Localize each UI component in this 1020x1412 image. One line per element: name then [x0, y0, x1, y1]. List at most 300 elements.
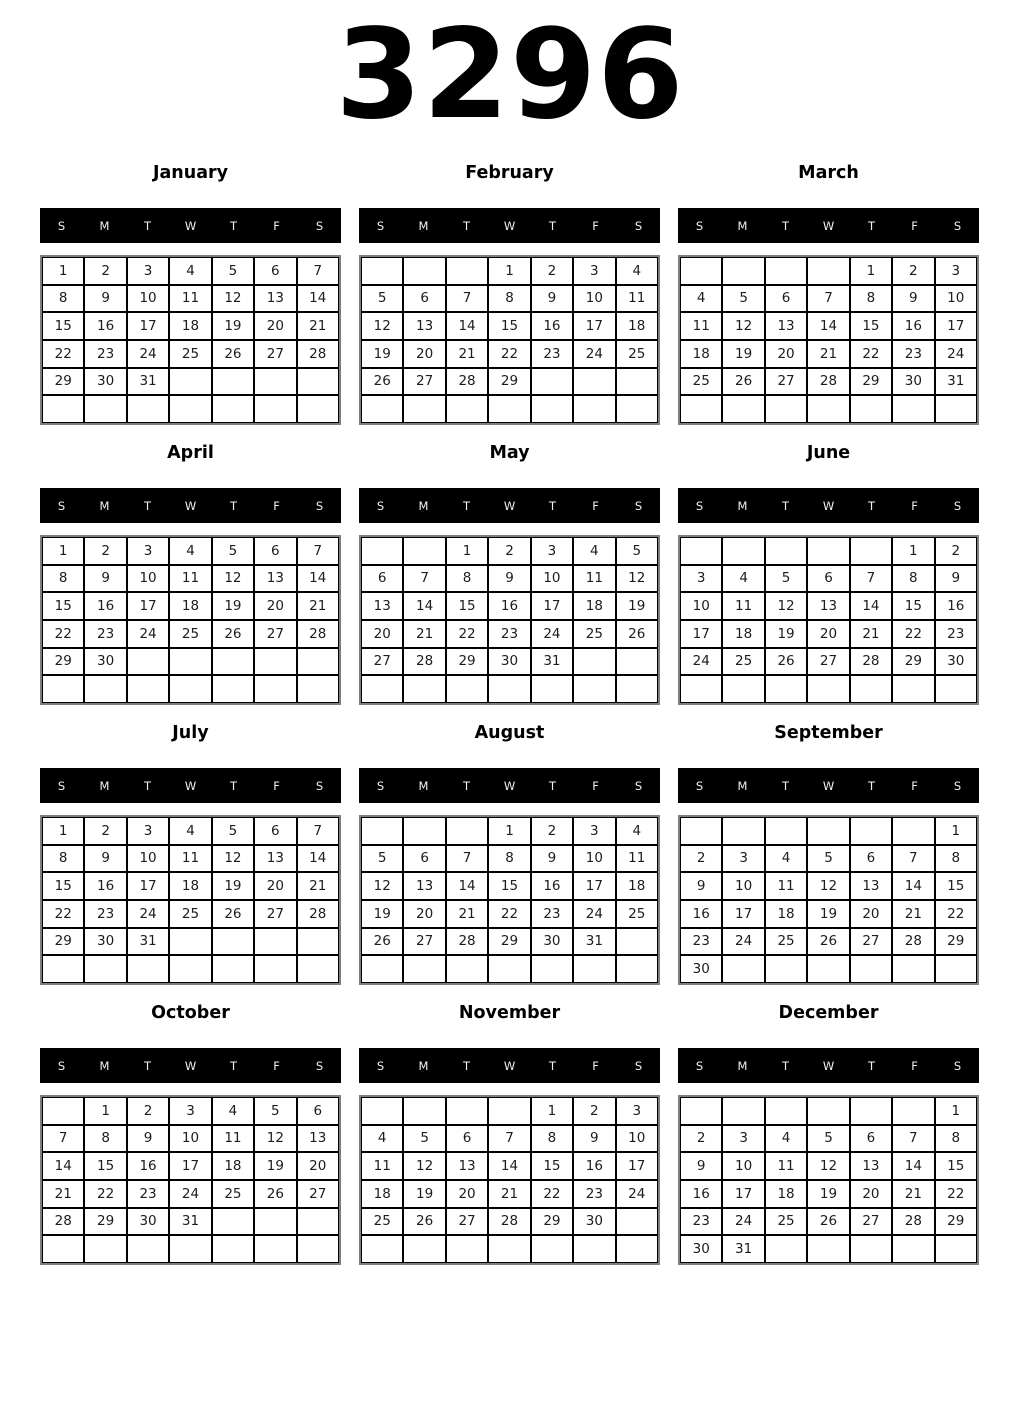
day-cell: 6: [254, 817, 296, 845]
day-cell: 6: [807, 565, 849, 593]
day-cell: 29: [42, 928, 84, 956]
day-cell: 7: [403, 565, 445, 593]
day-cell: 12: [807, 1152, 849, 1180]
day-cell: 13: [254, 285, 296, 313]
empty-cell: [254, 1208, 296, 1236]
day-cell: 6: [850, 845, 892, 873]
empty-cell: [297, 928, 339, 956]
weekday-label: W: [822, 218, 835, 233]
month-december: [678, 1004, 979, 1265]
day-cell: 10: [531, 565, 573, 593]
day-cell: 7: [297, 257, 339, 285]
weekday-label: M: [418, 498, 429, 513]
day-cell: 24: [169, 1180, 211, 1208]
month-title: April: [167, 443, 214, 463]
empty-cell: [807, 817, 849, 845]
day-cell: 24: [722, 1208, 764, 1236]
day-cell: 16: [84, 312, 126, 340]
day-cell: 10: [616, 1125, 658, 1153]
empty-cell: [807, 675, 849, 703]
month-grid: [40, 535, 341, 705]
weekday-label: S: [376, 498, 385, 513]
month-october: [40, 1004, 341, 1265]
day-cell: 2: [84, 257, 126, 285]
empty-cell: [807, 1097, 849, 1125]
day-cell: 8: [935, 1125, 977, 1153]
empty-cell: [361, 395, 403, 423]
empty-cell: [488, 1235, 530, 1263]
day-cell: 25: [212, 1180, 254, 1208]
day-cell: 1: [84, 1097, 126, 1125]
day-cell: 11: [212, 1125, 254, 1153]
day-cell: 5: [722, 285, 764, 313]
day-cell: 3: [531, 537, 573, 565]
day-cell: 4: [169, 257, 211, 285]
empty-cell: [169, 955, 211, 983]
day-cell: 19: [212, 872, 254, 900]
day-cell: 11: [765, 1152, 807, 1180]
weekday-label: M: [99, 498, 110, 513]
empty-cell: [84, 675, 126, 703]
weekday-label: S: [315, 498, 324, 513]
day-cell: 16: [84, 592, 126, 620]
day-cell: 4: [169, 817, 211, 845]
empty-cell: [680, 257, 722, 285]
day-cell: 23: [680, 1208, 722, 1236]
day-cell: 17: [935, 312, 977, 340]
empty-cell: [169, 395, 211, 423]
empty-cell: [765, 675, 807, 703]
day-cell: 29: [531, 1208, 573, 1236]
weekday-label: S: [376, 1058, 385, 1073]
weekday-header-row: [40, 768, 341, 803]
weekday-label: F: [911, 498, 918, 513]
weekday-label: T: [143, 1058, 152, 1073]
day-cell: 29: [488, 368, 530, 396]
weekday-label: T: [548, 498, 557, 513]
day-cell: 28: [446, 368, 488, 396]
weekday-label: M: [737, 778, 748, 793]
empty-cell: [403, 955, 445, 983]
empty-cell: [254, 395, 296, 423]
day-cell: 22: [531, 1180, 573, 1208]
day-cell: 25: [616, 900, 658, 928]
day-cell: 23: [84, 900, 126, 928]
day-cell: 5: [807, 845, 849, 873]
weekday-label: T: [143, 218, 152, 233]
day-cell: 10: [169, 1125, 211, 1153]
empty-cell: [42, 675, 84, 703]
day-cell: 30: [680, 1235, 722, 1263]
day-cell: 6: [850, 1125, 892, 1153]
empty-cell: [212, 648, 254, 676]
empty-cell: [446, 817, 488, 845]
day-cell: 9: [127, 1125, 169, 1153]
day-cell: 3: [935, 257, 977, 285]
day-cell: 20: [850, 900, 892, 928]
weekday-label: S: [953, 1058, 962, 1073]
day-cell: 26: [722, 368, 764, 396]
day-cell: 21: [446, 900, 488, 928]
weekday-label: S: [315, 778, 324, 793]
day-cell: 11: [680, 312, 722, 340]
empty-cell: [169, 1235, 211, 1263]
day-cell: 27: [254, 900, 296, 928]
weekday-label: W: [184, 1058, 197, 1073]
weekday-label: S: [634, 218, 643, 233]
weekday-label: M: [737, 498, 748, 513]
day-cell: 9: [84, 285, 126, 313]
weekday-header-row: [678, 488, 979, 523]
day-cell: 22: [850, 340, 892, 368]
day-cell: 24: [722, 928, 764, 956]
day-cell: 12: [765, 592, 807, 620]
day-cell: 2: [84, 537, 126, 565]
empty-cell: [297, 675, 339, 703]
day-cell: 24: [935, 340, 977, 368]
day-cell: 22: [42, 340, 84, 368]
weekday-label: S: [695, 218, 704, 233]
month-june: [678, 444, 979, 705]
day-cell: 7: [446, 845, 488, 873]
day-cell: 10: [935, 285, 977, 313]
day-cell: 15: [488, 312, 530, 340]
calendar-grid: [0, 164, 1020, 1265]
empty-cell: [254, 368, 296, 396]
weekday-label: M: [418, 218, 429, 233]
day-cell: 13: [850, 1152, 892, 1180]
day-cell: 25: [169, 340, 211, 368]
day-cell: 15: [935, 1152, 977, 1180]
empty-cell: [446, 257, 488, 285]
day-cell: 19: [361, 340, 403, 368]
day-cell: 10: [722, 1152, 764, 1180]
empty-cell: [850, 675, 892, 703]
weekday-label: S: [695, 1058, 704, 1073]
weekday-label: W: [184, 218, 197, 233]
day-cell: 28: [297, 900, 339, 928]
day-cell: 13: [403, 312, 445, 340]
empty-cell: [212, 928, 254, 956]
empty-cell: [169, 928, 211, 956]
empty-cell: [297, 1208, 339, 1236]
weekday-label: T: [781, 218, 790, 233]
day-cell: 10: [573, 845, 615, 873]
day-cell: 2: [531, 257, 573, 285]
day-cell: 12: [807, 872, 849, 900]
day-cell: 19: [765, 620, 807, 648]
day-cell: 18: [616, 872, 658, 900]
month-title: March: [798, 163, 859, 183]
day-cell: 30: [84, 648, 126, 676]
month-august: [359, 724, 660, 985]
weekday-label: F: [911, 1058, 918, 1073]
day-cell: 18: [680, 340, 722, 368]
weekday-label: F: [273, 778, 280, 793]
day-cell: 17: [680, 620, 722, 648]
day-cell: 8: [488, 845, 530, 873]
day-cell: 23: [531, 900, 573, 928]
day-cell: 16: [680, 1180, 722, 1208]
empty-cell: [212, 368, 254, 396]
empty-cell: [212, 1235, 254, 1263]
day-cell: 13: [850, 872, 892, 900]
day-cell: 9: [531, 285, 573, 313]
month-grid: [40, 1095, 341, 1265]
day-cell: 8: [850, 285, 892, 313]
day-cell: 29: [850, 368, 892, 396]
empty-cell: [254, 955, 296, 983]
day-cell: 28: [892, 1208, 934, 1236]
day-cell: 16: [531, 872, 573, 900]
day-cell: 27: [850, 1208, 892, 1236]
weekday-label: T: [548, 218, 557, 233]
day-cell: 21: [42, 1180, 84, 1208]
weekday-label: S: [953, 778, 962, 793]
day-cell: 2: [892, 257, 934, 285]
day-cell: 28: [42, 1208, 84, 1236]
day-cell: 29: [935, 1208, 977, 1236]
empty-cell: [531, 368, 573, 396]
day-cell: 5: [212, 257, 254, 285]
day-cell: 9: [84, 565, 126, 593]
day-cell: 12: [722, 312, 764, 340]
day-cell: 24: [127, 900, 169, 928]
empty-cell: [446, 675, 488, 703]
empty-cell: [680, 817, 722, 845]
day-cell: 8: [531, 1125, 573, 1153]
empty-cell: [361, 675, 403, 703]
day-cell: 8: [42, 845, 84, 873]
weekday-label: S: [376, 218, 385, 233]
weekday-label: F: [592, 218, 599, 233]
empty-cell: [361, 955, 403, 983]
month-april: [40, 444, 341, 705]
day-cell: 13: [254, 845, 296, 873]
day-cell: 3: [127, 537, 169, 565]
empty-cell: [680, 675, 722, 703]
empty-cell: [361, 257, 403, 285]
day-cell: 2: [573, 1097, 615, 1125]
empty-cell: [446, 1235, 488, 1263]
day-cell: 24: [531, 620, 573, 648]
day-cell: 28: [297, 340, 339, 368]
day-cell: 9: [573, 1125, 615, 1153]
weekday-label: F: [273, 1058, 280, 1073]
day-cell: 23: [127, 1180, 169, 1208]
day-cell: 4: [722, 565, 764, 593]
day-cell: 28: [297, 620, 339, 648]
day-cell: 24: [127, 340, 169, 368]
day-cell: 4: [573, 537, 615, 565]
day-cell: 30: [127, 1208, 169, 1236]
empty-cell: [892, 1097, 934, 1125]
empty-cell: [573, 368, 615, 396]
day-cell: 17: [531, 592, 573, 620]
empty-cell: [722, 395, 764, 423]
empty-cell: [935, 1235, 977, 1263]
day-cell: 20: [254, 872, 296, 900]
day-cell: 14: [446, 872, 488, 900]
weekday-label: T: [548, 1058, 557, 1073]
empty-cell: [403, 1097, 445, 1125]
day-cell: 10: [573, 285, 615, 313]
weekday-header-row: [359, 768, 660, 803]
day-cell: 16: [84, 872, 126, 900]
empty-cell: [297, 368, 339, 396]
day-cell: 20: [403, 900, 445, 928]
day-cell: 10: [127, 565, 169, 593]
day-cell: 16: [935, 592, 977, 620]
empty-cell: [42, 395, 84, 423]
day-cell: 18: [722, 620, 764, 648]
empty-cell: [616, 675, 658, 703]
day-cell: 3: [573, 817, 615, 845]
weekday-header-row: [40, 1048, 341, 1083]
day-cell: 24: [127, 620, 169, 648]
day-cell: 30: [573, 1208, 615, 1236]
empty-cell: [212, 1208, 254, 1236]
month-grid: [359, 255, 660, 425]
weekday-label: F: [592, 778, 599, 793]
day-cell: 26: [616, 620, 658, 648]
empty-cell: [765, 1235, 807, 1263]
day-cell: 31: [127, 368, 169, 396]
day-cell: 31: [531, 648, 573, 676]
day-cell: 17: [616, 1152, 658, 1180]
day-cell: 6: [403, 285, 445, 313]
empty-cell: [212, 955, 254, 983]
day-cell: 8: [42, 565, 84, 593]
weekday-label: F: [273, 218, 280, 233]
day-cell: 22: [84, 1180, 126, 1208]
day-cell: 26: [403, 1208, 445, 1236]
day-cell: 27: [403, 368, 445, 396]
day-cell: 30: [680, 955, 722, 983]
day-cell: 4: [361, 1125, 403, 1153]
day-cell: 19: [361, 900, 403, 928]
empty-cell: [807, 395, 849, 423]
day-cell: 26: [361, 368, 403, 396]
empty-cell: [765, 1097, 807, 1125]
day-cell: 31: [935, 368, 977, 396]
day-cell: 27: [361, 648, 403, 676]
weekday-label: T: [462, 218, 471, 233]
empty-cell: [488, 675, 530, 703]
day-cell: 28: [403, 648, 445, 676]
day-cell: 14: [42, 1152, 84, 1180]
day-cell: 13: [807, 592, 849, 620]
weekday-label: T: [143, 778, 152, 793]
day-cell: 20: [403, 340, 445, 368]
month-title: June: [806, 443, 851, 463]
day-cell: 5: [807, 1125, 849, 1153]
day-cell: 3: [616, 1097, 658, 1125]
day-cell: 2: [680, 845, 722, 873]
day-cell: 11: [616, 285, 658, 313]
day-cell: 10: [127, 845, 169, 873]
weekday-label: F: [911, 218, 918, 233]
empty-cell: [403, 1235, 445, 1263]
empty-cell: [935, 395, 977, 423]
day-cell: 20: [446, 1180, 488, 1208]
day-cell: 7: [42, 1125, 84, 1153]
page-header: [0, 0, 1020, 150]
day-cell: 4: [616, 817, 658, 845]
day-cell: 15: [42, 312, 84, 340]
day-cell: 16: [488, 592, 530, 620]
day-cell: 1: [488, 817, 530, 845]
day-cell: 29: [892, 648, 934, 676]
day-cell: 20: [254, 592, 296, 620]
day-cell: 22: [892, 620, 934, 648]
weekday-label: S: [634, 498, 643, 513]
day-cell: 7: [488, 1125, 530, 1153]
empty-cell: [446, 395, 488, 423]
day-cell: 6: [765, 285, 807, 313]
year-title: 3296: [335, 3, 685, 147]
month-november: [359, 1004, 660, 1265]
day-cell: 1: [42, 537, 84, 565]
weekday-label: T: [229, 498, 238, 513]
day-cell: 5: [254, 1097, 296, 1125]
day-cell: 1: [935, 817, 977, 845]
day-cell: 30: [84, 368, 126, 396]
day-cell: 11: [169, 565, 211, 593]
empty-cell: [127, 955, 169, 983]
day-cell: 17: [722, 900, 764, 928]
month-title: July: [172, 723, 209, 743]
day-cell: 26: [212, 620, 254, 648]
day-cell: 8: [892, 565, 934, 593]
day-cell: 18: [212, 1152, 254, 1180]
day-cell: 19: [807, 900, 849, 928]
weekday-label: M: [737, 218, 748, 233]
day-cell: 4: [765, 845, 807, 873]
day-cell: 26: [807, 1208, 849, 1236]
day-cell: 20: [850, 1180, 892, 1208]
month-grid: [40, 815, 341, 985]
month-title: January: [152, 163, 229, 183]
day-cell: 14: [446, 312, 488, 340]
month-grid: [359, 535, 660, 705]
day-cell: 23: [84, 620, 126, 648]
weekday-label: T: [462, 1058, 471, 1073]
empty-cell: [297, 1235, 339, 1263]
weekday-label: M: [99, 778, 110, 793]
weekday-label: S: [57, 498, 66, 513]
day-cell: 22: [42, 620, 84, 648]
day-cell: 12: [361, 872, 403, 900]
empty-cell: [84, 395, 126, 423]
empty-cell: [169, 675, 211, 703]
day-cell: 2: [935, 537, 977, 565]
day-cell: 18: [573, 592, 615, 620]
month-may: [359, 444, 660, 705]
day-cell: 25: [573, 620, 615, 648]
empty-cell: [765, 955, 807, 983]
day-cell: 1: [935, 1097, 977, 1125]
day-cell: 6: [254, 257, 296, 285]
empty-cell: [212, 675, 254, 703]
day-cell: 9: [531, 845, 573, 873]
empty-cell: [573, 395, 615, 423]
day-cell: 11: [722, 592, 764, 620]
day-cell: 15: [42, 872, 84, 900]
weekday-label: W: [503, 1058, 516, 1073]
day-cell: 16: [573, 1152, 615, 1180]
day-cell: 24: [573, 340, 615, 368]
